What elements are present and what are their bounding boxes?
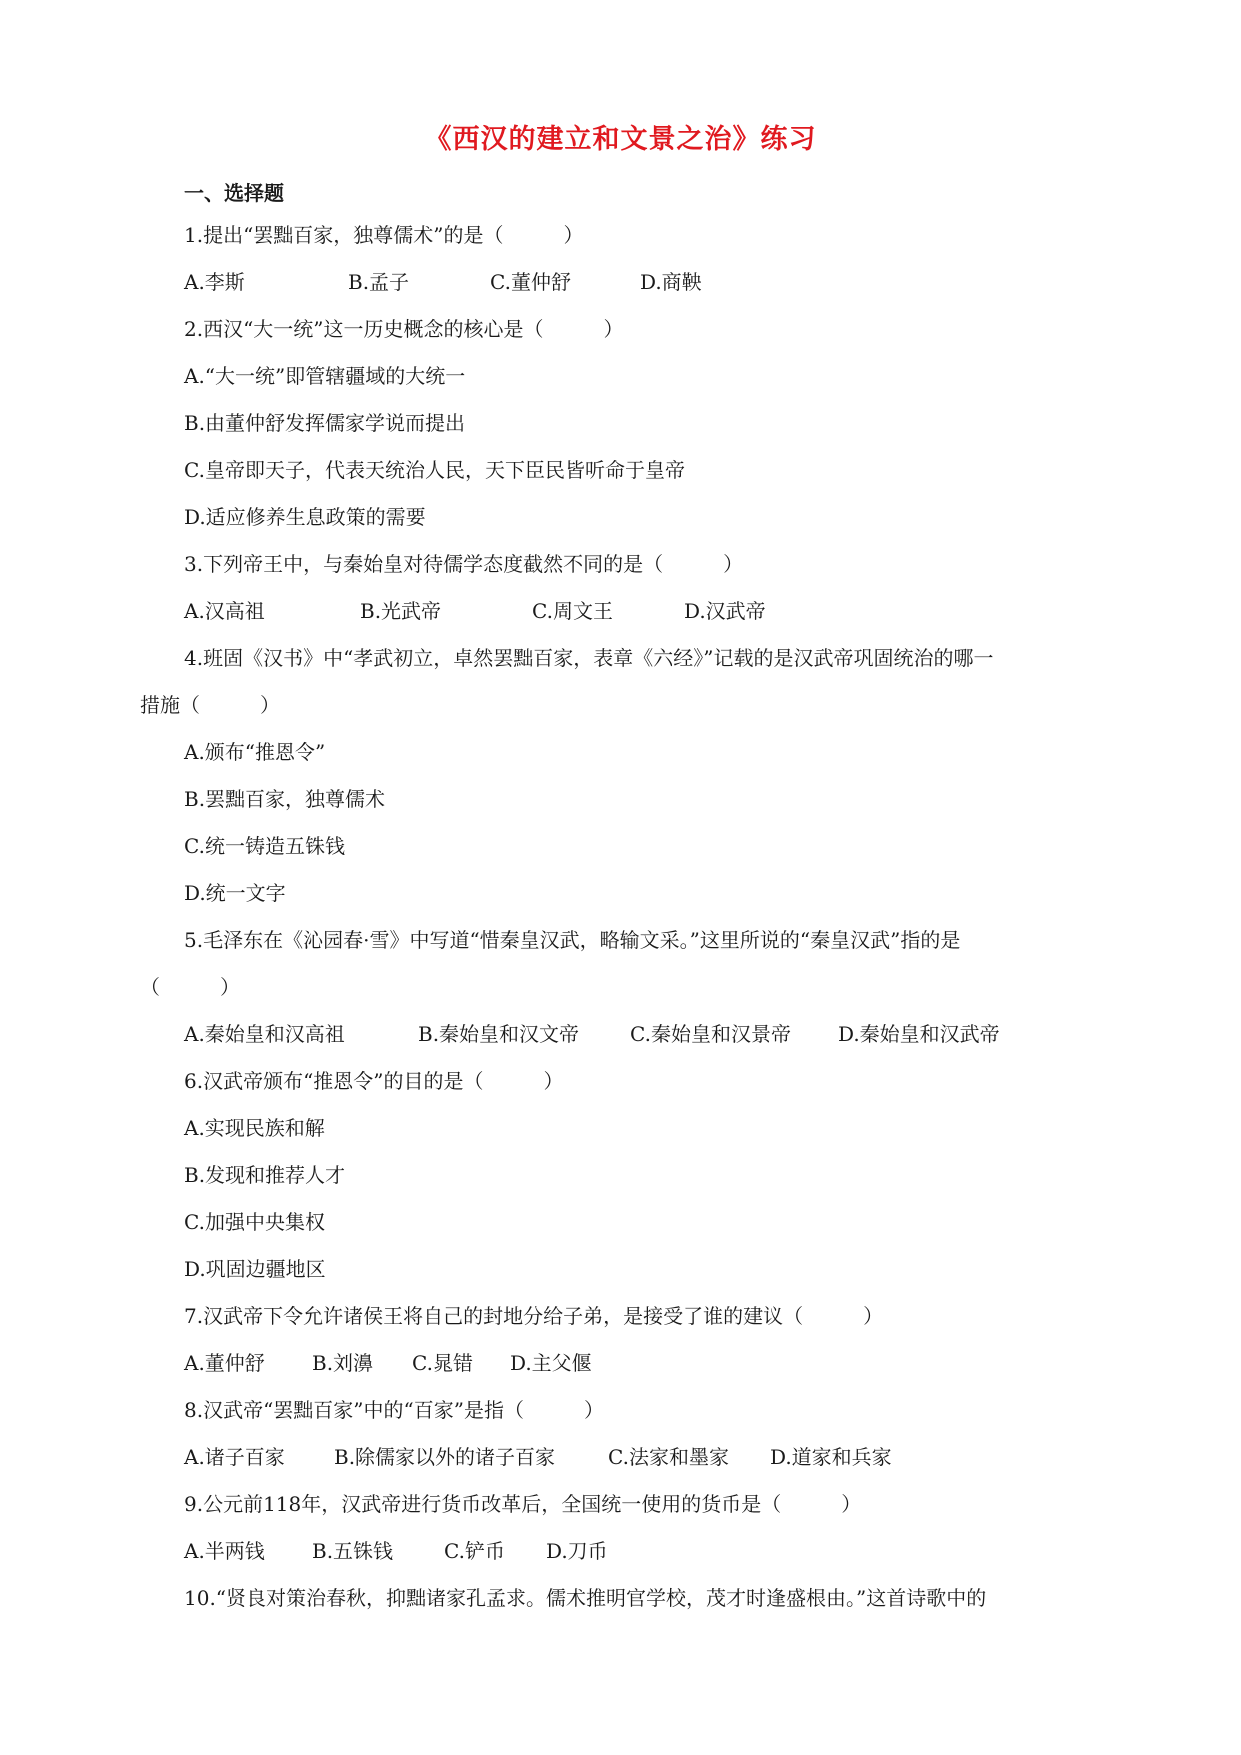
question-2-stem: 2.西汉“大一统”这一历史概念的核心是（ ） xyxy=(184,317,624,341)
q6-option-b: B.发现和推荐人才 xyxy=(184,1163,346,1187)
q1-option-a: A.李斯 xyxy=(184,270,245,294)
q9-option-b: B.五铢钱 xyxy=(312,1539,394,1563)
q6-option-c: C.加强中央集权 xyxy=(184,1210,325,1234)
q5-option-d: D.秦始皇和汉武帝 xyxy=(838,1022,1000,1046)
question-4-stem-line2: 措施（ ） xyxy=(140,693,280,717)
q2-option-d: D.适应修养生息政策的需要 xyxy=(184,505,426,529)
q4-option-c: C.统一铸造五铢钱 xyxy=(184,834,345,858)
q9-option-a: A.半两钱 xyxy=(184,1539,265,1563)
q8-option-a: A.诸子百家 xyxy=(184,1445,285,1469)
question-3-stem: 3.下列帝王中，与秦始皇对待儒学态度截然不同的是（ ） xyxy=(184,552,744,576)
question-9-stem: 9.公元前118年，汉武帝进行货币改革后，全国统一使用的货币是（ ） xyxy=(184,1492,862,1516)
q7-option-c: C.晁错 xyxy=(412,1351,473,1375)
q3-option-a: A.汉高祖 xyxy=(184,599,265,623)
question-10-stem-line1: 10.“贤良对策治春秋，抑黜诸家孔孟求。儒术推明官学校，茂才时逢盛根由。”这首诗歌中的 xyxy=(184,1586,987,1610)
question-4-stem-line1: 4.班固《汉书》中“孝武初立，卓然罢黜百家，表章《六经》”记载的是汉武帝巩固统治的哪一 xyxy=(184,646,994,670)
document-title: 《西汉的建立和文景之治》练习 xyxy=(424,124,817,155)
q5-option-a: A.秦始皇和汉高祖 xyxy=(184,1022,345,1046)
q2-option-a: A.“大一统”即管辖疆域的大统一 xyxy=(184,364,466,388)
q3-option-d: D.汉武帝 xyxy=(684,599,766,623)
q5-option-c: C.秦始皇和汉景帝 xyxy=(630,1022,791,1046)
q5-option-b: B.秦始皇和汉文帝 xyxy=(418,1022,580,1046)
q7-option-a: A.董仲舒 xyxy=(184,1351,265,1375)
q9-option-c: C.铲币 xyxy=(444,1539,505,1563)
q1-option-d: D.商鞅 xyxy=(640,270,702,294)
q1-option-b: B.孟子 xyxy=(348,270,410,294)
question-7-stem: 7.汉武帝下令允许诸侯王将自己的封地分给子弟，是接受了谁的建议（ ） xyxy=(184,1304,884,1328)
question-5-stem-line1: 5.毛泽东在《沁园春·雪》中写道“惜秦皇汉武，略输文采。”这里所说的“秦皇汉武”指的是 xyxy=(184,928,961,952)
question-8-stem: 8.汉武帝“罢黜百家”中的“百家”是指（ ） xyxy=(184,1398,604,1422)
q2-option-b: B.由董仲舒发挥儒家学说而提出 xyxy=(184,411,466,435)
q8-option-c: C.法家和墨家 xyxy=(608,1445,729,1469)
question-5-stem-line2: （ ） xyxy=(140,975,240,999)
q8-option-b: B.除儒家以外的诸子百家 xyxy=(334,1445,556,1469)
q4-option-a: A.颁布“推恩令” xyxy=(184,740,326,764)
q2-option-c: C.皇帝即天子，代表天统治人民，天下臣民皆听命于皇帝 xyxy=(184,458,685,482)
q3-option-c: C.周文王 xyxy=(532,599,613,623)
q4-option-d: D.统一文字 xyxy=(184,881,286,905)
q9-option-d: D.刀币 xyxy=(546,1539,608,1563)
q7-option-d: D.主父偃 xyxy=(510,1351,592,1375)
question-6-stem: 6.汉武帝颁布“推恩令”的目的是（ ） xyxy=(184,1069,564,1093)
q7-option-b: B.刘濞 xyxy=(312,1351,374,1375)
section-heading: 一、选择题 xyxy=(184,181,284,205)
q1-option-c: C.董仲舒 xyxy=(490,270,571,294)
q6-option-a: A.实现民族和解 xyxy=(184,1116,325,1140)
q8-option-d: D.道家和兵家 xyxy=(770,1445,892,1469)
question-1-stem: 1.提出“罢黜百家，独尊儒术”的是（ ） xyxy=(184,223,584,247)
q6-option-d: D.巩固边疆地区 xyxy=(184,1257,326,1281)
q3-option-b: B.光武帝 xyxy=(360,599,442,623)
q4-option-b: B.罢黜百家，独尊儒术 xyxy=(184,787,386,811)
